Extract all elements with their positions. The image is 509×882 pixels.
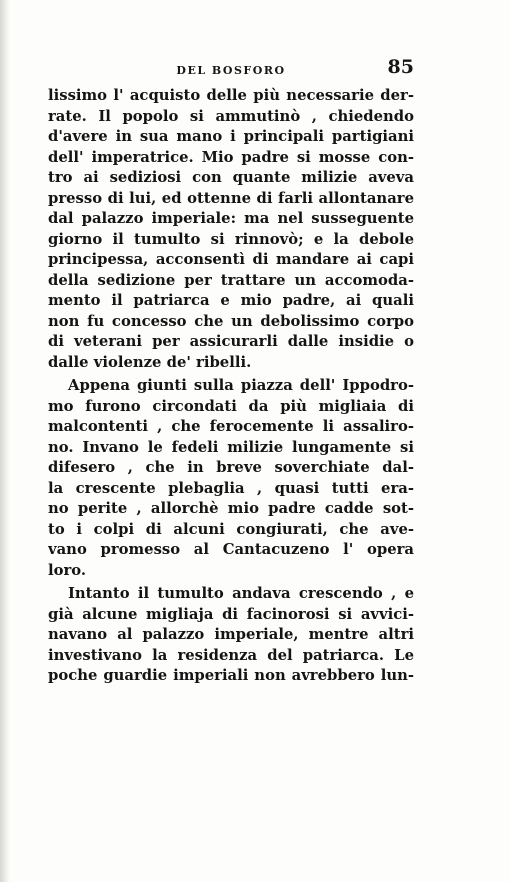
text-line: della sedizione per trattare un accomoda- <box>48 271 414 289</box>
text-line: difesero , che in breve soverchiate dal- <box>48 459 414 476</box>
page-number: 85 <box>387 56 414 78</box>
text-line: no. Invano le fedeli milizie lungamente si <box>48 438 414 456</box>
text-line: mo furono circondati da più migliaia di <box>48 397 414 415</box>
text-line: rate. Il popolo si ammutinò , chiedendo <box>48 107 414 125</box>
body-text <box>48 86 414 687</box>
text-line: vano promesso al Cantacuzeno l' opera <box>48 541 414 558</box>
text-line: loro. <box>48 561 87 579</box>
text-line: la crescente plebaglia , quasi tutti era- <box>48 479 414 497</box>
running-title: DEL BOSFORO <box>176 64 286 77</box>
text-line: Intanto il tumulto andava crescendo , e <box>68 585 414 602</box>
text-line: di veterani per assicurarli dalle insidie o <box>48 333 414 350</box>
text-line: investivano la residenza del patriarca. Le <box>48 646 414 664</box>
text-line: dalle violenze de' ribelli. <box>48 353 252 371</box>
text-line: Appena giunti sulla piazza dell' Ippodro- <box>68 377 414 394</box>
text-line: presso di lui, ed ottenne di farli allontanare <box>48 189 414 207</box>
text-line: lissimo l' acquisto delle più necessarie der- <box>48 87 414 104</box>
text-line: tro ai sediziosi con quante milizie aveva <box>48 169 414 186</box>
page-gutter-shadow <box>0 0 10 882</box>
text-line: giorno il tumulto si rinnovò; e la debole <box>48 230 414 248</box>
text-line: no perite , allorchè mio padre cadde sot- <box>48 500 414 517</box>
text-line: poche guardie imperiali non avrebbero lun- <box>48 667 414 684</box>
text-line: to i colpi di alcuni congiurati, che ave- <box>48 520 414 538</box>
text-line: malcontenti , che ferocemente li assaliro- <box>48 418 414 435</box>
text-line: navano al palazzo imperiale, mentre altri <box>48 626 414 643</box>
text-line: mento il patriarca e mio padre, ai quali <box>48 292 414 309</box>
text-line: dell' imperatrice. Mio padre si mosse con- <box>48 148 414 166</box>
text-line: non fu concesso che un debolissimo corpo <box>48 312 414 330</box>
text-line: d'avere in sua mano i principali partigiani <box>48 128 414 145</box>
page-header <box>48 56 414 86</box>
text-line: dal palazzo imperiale: ma nel susseguente <box>48 210 414 227</box>
text-line: già alcune migliaja di facinorosi si avvici- <box>48 605 414 623</box>
text-line: principessa, acconsentì di mandare ai capi <box>48 251 414 268</box>
